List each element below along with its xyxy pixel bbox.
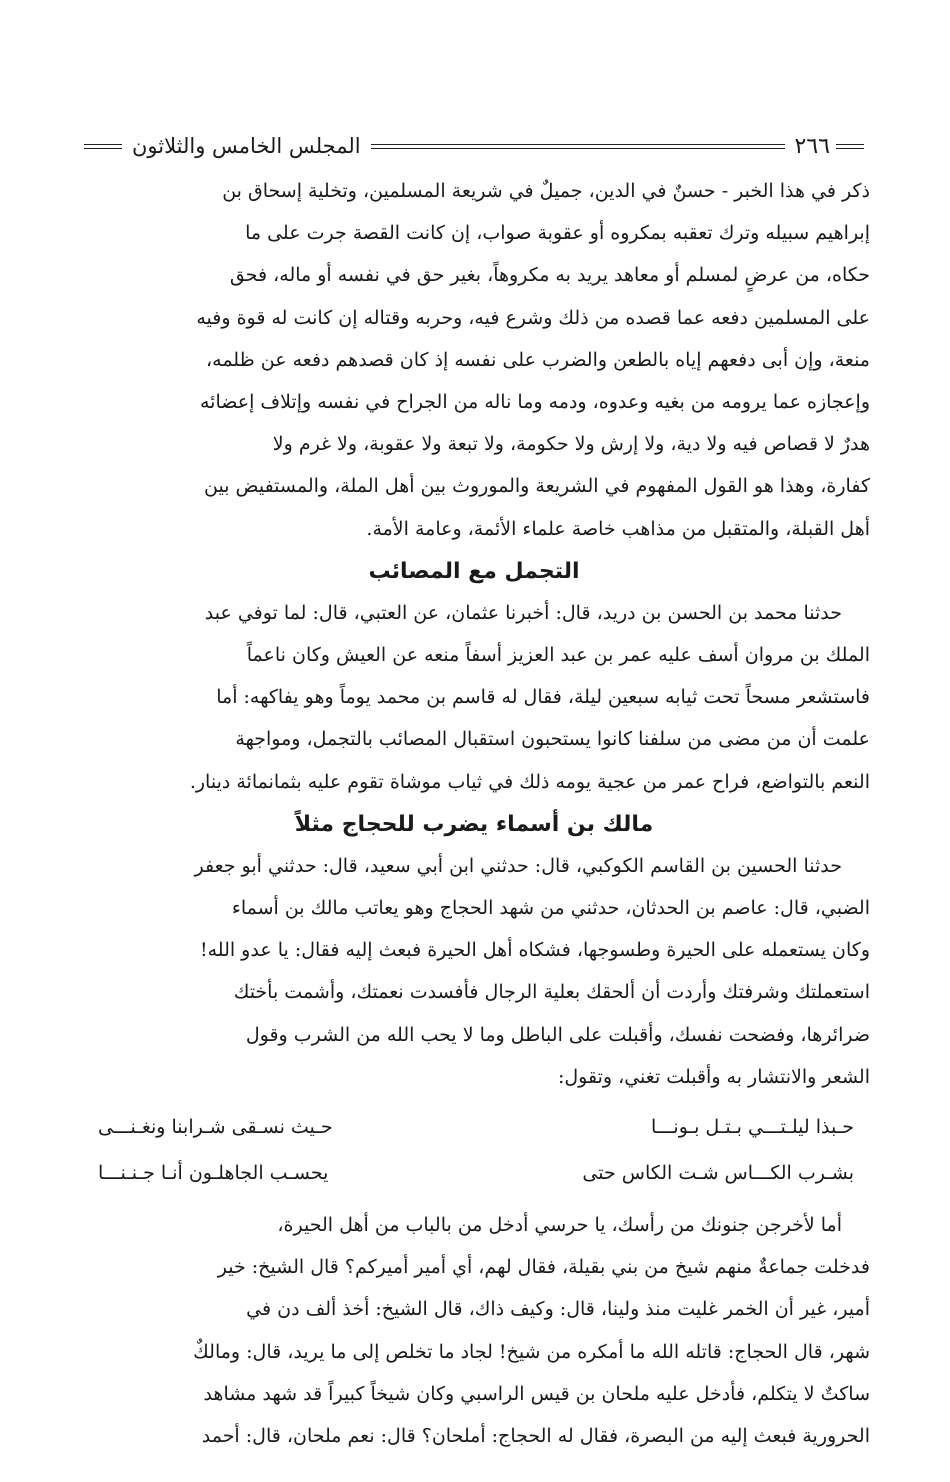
poem-verses [78,1104,870,1196]
running-header [78,128,870,164]
book-page [78,128,870,1457]
section-heading-adornment-in-calamities: التجمل مع المصائب [368,558,580,584]
closing-paragraph: أما لأخرجن جنونك من رأسك، يا حرسي أدخل من بالباب من أهل الحيرة، فدخلت جماعةٌ منهم شيخ من بني بقيلة، فقال لهم، أي أمير أميركم؟ قال الشيخ: خير أمير، غير أن الخمر غليت منذ ولينا، قال: وكيف ذاك، قال الشيخ: أخذ ألف دن في شهر، قال الحجاج: قاتله الله ما أمكره من شيخ! لجاد ما تخلص إلى ما يريد، قال: ومالكٌ ساكتٌ لا يتكلم، فأدخل عليه ملحان بن قيس الراسبي وكان شيخاً كبيراً قد شهد مشاهد الحرورية فبعث إليه من البصرة، فقال له الحجاج: أملحان؟ قال: نعم ملحان، قال: أحمد [193,1214,870,1448]
section-body-adornment-in-calamities: حدثنا محمد بن الحسن بن دريد، قال: أخبرنا عثمان، عن العتبي، قال: لما توفي عبد الملك بن مروان أسف عليه عمر بن عبد العزيز أسفاً منعه عن العيش وكان ناعماً فاستشعر مسحاً تحت ثيابه سبعين ليلة، فقال له قاسم بن محمد يوماً وهو يفاكهه: أما علمت أن من مضى من سلفنا كانوا يستحبون استقبال المصائب بالتجمل، ومواجهة النعم بالتواضع، فراح عمر من عجية يومه ذلك في ثياب موشاة تقوم عليه بثمانمائة دينار. [189,601,870,793]
header-rule-right [836,144,864,149]
section-heading-malik-ibn-asma: مالك بن أسماء يضرب للحجاج مثلاً [294,811,654,837]
opening-paragraph: ذكر في هذا الخبر - حسنٌ في الدين، جميلٌ في شريعة المسلمين، وتخلية إسحاق بن إبراهيم سبيله وترك تعقبه بمكروه أو عقوبة صواب، إن كانت القصة جرت على ما حكاه، من عرضٍ لمسلم أو معاهد يريد به مكروهاً، بغير حق في نفسه أو ماله، فحق على المسلمين دفعه عما قصده من ذلك وشرع فيه، وحربه وقتاله إن كانت له قوة وفيه منعة، وإن أبى دفعهم إياه بالطعن والضرب على نفسه إذ كان قصدهم دفعه عن ظلمه، وإعجازه عما يرومه من بغيه وعدوه، ودمه وما ناله من الجراح في نفسه وإتلاف إعضائه هدرٌ لا قصاص فيه ولا دية، ولا إرش ولا حكومة، ولا تبعة ولا عقوبة، ولا غرم ولا كفارة، وهذا هو القول المفهوم في الشريعة والموروث بين أهل الملة، والمستفيض بين أهل القبلة، والمتقبل من مذاهب خاصة علماء الأئمة، وعامة الأمة. [196,180,870,540]
verse-second-hemistich: حـيث نسـقى شـرابنا ونغـنـــى [98,1116,333,1139]
verse-first-hemistich: حـبذا ليلـتـــي بـتـل بـونـــا [650,1116,854,1139]
verse-line [78,1104,870,1150]
section-body-malik-ibn-asma: حدثنا الحسين بن القاسم الكوكبي، قال: حدثني ابن أبي سعيد، قال: حدثني أبو جعفر الضبي، قال: عاصم بن الحدثان، حدثني من شهد الحجاج وهو يعاتب مالك بن أسماء وكان يستعمله على الحيرة وطسوجها، فشكاه أهل الحيرة فبعث إليه فقال: يا عدو الله! استعملتك وشرفتك وأردت أن ألحقك بعلية الرجال فأفسدت نعمتك، وأشمت بأختك ضرائرها، وفضحت نفسك، وأقبلت على الباطل وما لا يحب الله من الشرب وقول الشعر والانتشار به وأقبلت تغني، وتقول: [194,854,870,1088]
verse-first-hemistich: بشـرب الكـــاس شـت الكاس حتى [582,1162,854,1185]
page-number: ٢٦٦ [794,133,830,159]
chapter-title: المجلس الخامس والثلاثون [132,134,361,158]
header-rule-middle [371,144,785,149]
verse-second-hemistich: يحسـب الجاهلـون أنـا جـنـنـــا [98,1162,329,1185]
header-rule-left [84,144,122,149]
verse-line [78,1150,870,1196]
